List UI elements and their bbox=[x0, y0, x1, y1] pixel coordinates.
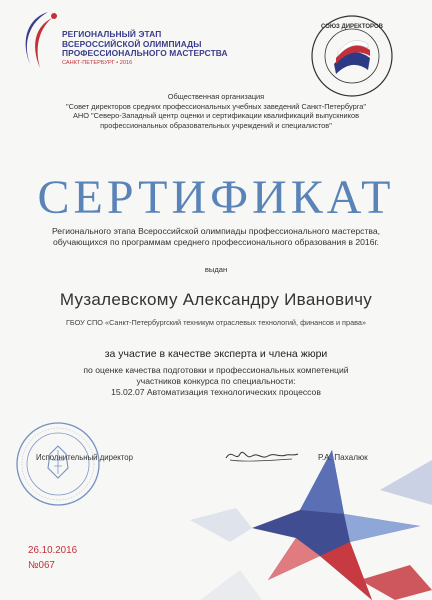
logo-line-2: ВСЕРОССИЙСКОЙ ОЛИМПИАДЫ bbox=[62, 38, 202, 49]
desc-line-1: Регионального этапа Всероссийской олимпиады профессионального мастерства, bbox=[51, 226, 381, 236]
issued-label: выдан bbox=[204, 265, 228, 274]
recipient-role: за участие в качестве эксперта и члена жюри bbox=[104, 348, 328, 360]
org-line-2: "Совет директоров средних профессиональных учебных заведений Санкт-Петербурга" bbox=[66, 101, 366, 111]
desc-line-2: обучающихся по программам среднего профессионального образования в 2016г. bbox=[53, 237, 379, 247]
recipient-name: Музалевскому Александру Ивановичу bbox=[59, 290, 373, 309]
for-line-1: по оценке качества подготовки и профессиональных компетенций bbox=[83, 365, 349, 375]
official-stamp-icon bbox=[14, 420, 102, 508]
org-line-4: профессиональных образовательных учреждений и специалистов" bbox=[100, 120, 332, 130]
logo-subtitle: САНКТ-ПЕТЕРБУРГ • 2016 bbox=[62, 60, 133, 66]
certificate-number: №067 bbox=[28, 560, 55, 571]
logo-line-1: РЕГИОНАЛЬНЫЙ ЭТАП bbox=[62, 29, 162, 39]
org-line-1: Общественная организация bbox=[167, 92, 265, 101]
specialty-block bbox=[0, 365, 432, 398]
handwritten-signature bbox=[222, 444, 300, 466]
olympiad-logo-icon bbox=[14, 8, 62, 76]
certificate-description bbox=[0, 226, 432, 248]
issue-date: 26.10.2016 bbox=[28, 545, 78, 556]
for-line-3: 15.02.07 Автоматизация технологических процессов bbox=[111, 387, 321, 397]
recipient-school: ГБОУ СПО «Санкт-Петербургский техникум отраслевых технологий, финансов и права» bbox=[65, 318, 367, 327]
logo-title bbox=[62, 30, 228, 59]
for-line-2: участников конкурса по специальности: bbox=[136, 376, 296, 386]
logo-line-3: ПРОФЕССИОНАЛЬНОГО МАСТЕРСТВА bbox=[62, 48, 228, 59]
organization-block bbox=[0, 92, 432, 130]
signer-name: Р.А. Пахалюк bbox=[318, 453, 368, 462]
svg-text:СОЮЗ ДИРЕКТОРОВ: СОЮЗ ДИРЕКТОРОВ bbox=[321, 24, 383, 30]
certificate-title: СЕРТИФИКАТ bbox=[37, 171, 395, 224]
org-line-3: АНО "Северо-Западный центр оценки и сертификации квалификаций выпускников bbox=[72, 111, 360, 121]
signer-position: Исполнительный директор bbox=[36, 453, 133, 462]
directors-union-seal-icon bbox=[310, 14, 394, 98]
